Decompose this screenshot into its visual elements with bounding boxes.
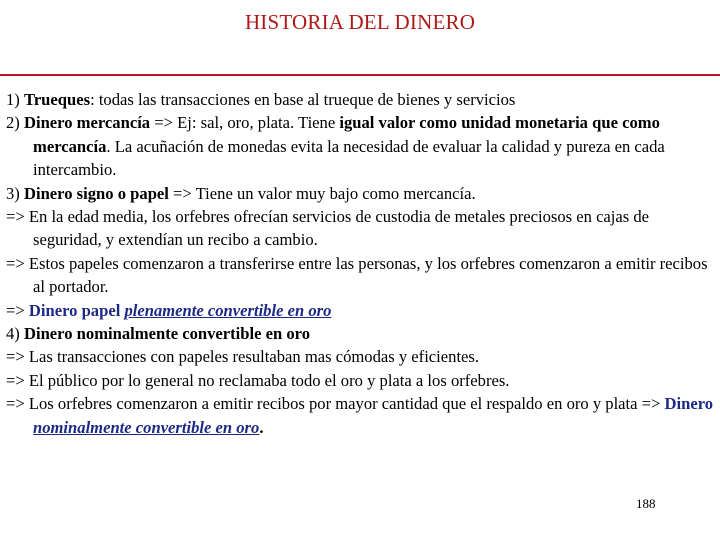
item-text: . La acuñación de monedas evita la necesidad de evaluar la calidad y pureza en cada intercambio. <box>33 136 665 180</box>
note-publico: => El público por lo general no reclamaba todo el oro y plata a los orfebres. <box>6 370 510 390</box>
note-dinero-papel <box>6 299 718 322</box>
item-text: => Tiene un valor muy bajo como mercancía. <box>168 183 476 203</box>
item-number: 3) <box>6 183 24 203</box>
term-dinero-signo: Dinero signo o papel <box>23 183 169 203</box>
note-edad-media: => En la edad media, los orfebres ofrecían servicios de custodia de metales preciosos en cajas de seguridad, y extendían un recibo a cambio. <box>6 207 650 250</box>
note-papeles: => Estos papeles comenzaron a transferirse entre las personas, y los orfebres comenzaron a emitir recibos al portador. <box>6 253 708 297</box>
item-text: => Ej: sal, oro, plata. Tiene <box>150 113 340 133</box>
item-number: 1) <box>6 90 24 109</box>
page-number: 188 <box>636 496 656 511</box>
term-dinero-papel: Dinero papel <box>28 300 125 320</box>
item-number: 4) <box>6 324 24 344</box>
item-nominalmente-convertible <box>6 322 718 345</box>
item-trueques <box>6 88 718 111</box>
end-period: . <box>259 417 264 437</box>
note-transacciones: => Las transacciones con papeles resultaban mas cómodas y eficientes. <box>6 347 480 367</box>
term-trueques: Trueques <box>23 90 91 109</box>
term-nominalmente-convertible: Dinero nominalmente convertible en oro <box>23 324 311 344</box>
page-title: HISTORIA DEL DINERO <box>244 10 476 34</box>
title-divider <box>0 74 720 76</box>
item-dinero-mercancia <box>6 111 718 181</box>
term-plenamente-convertible: plenamente convertible en oro <box>124 300 332 320</box>
item-dinero-signo <box>6 182 718 205</box>
content-body <box>6 88 718 439</box>
item-text: : todas las transacciones en base al trueque de bienes y servicios <box>90 90 516 109</box>
arrow-text: => <box>6 300 29 320</box>
note-orfebres-emitir <box>6 392 718 439</box>
term-dinero: Dinero <box>664 394 714 414</box>
term-dinero-mercancia: Dinero mercancía <box>23 113 151 133</box>
term-nominalmente-convertible-underlined: nominalmente convertible en oro <box>33 417 260 437</box>
item-text: => Los orfebres comenzaron a emitir recibos por mayor cantidad que el respaldo en oro y plata => <box>6 394 665 414</box>
item-number: 2) <box>6 113 24 133</box>
term-igual-valor: igual valor como unidad monetaria que como mercancía <box>33 113 660 156</box>
